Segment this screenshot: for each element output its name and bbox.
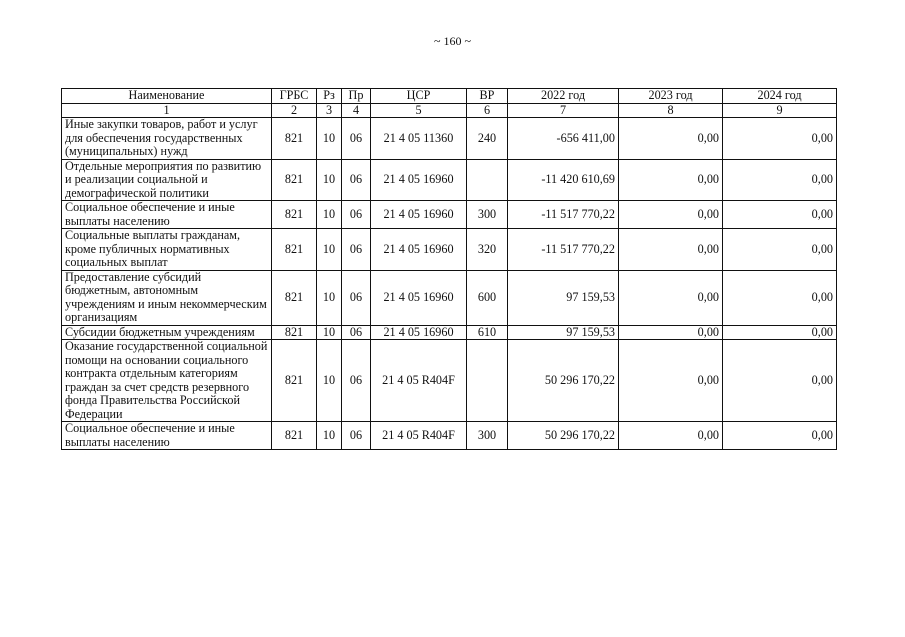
row-name: Социальные выплаты гражданам, кроме публичных нормативных социальных выплат (62, 229, 272, 271)
column-number: 2 (272, 103, 317, 118)
row-amount-2024: 0,00 (723, 159, 837, 201)
table-row (62, 340, 837, 422)
header-rz: Рз (317, 89, 342, 104)
row-amount-2023: 0,00 (619, 118, 723, 160)
row-amount-2024: 0,00 (723, 422, 837, 450)
row-rz: 10 (317, 229, 342, 271)
row-amount-2022: -656 411,00 (508, 118, 619, 160)
row-csr: 21 4 05 R404F (371, 422, 467, 450)
row-amount-2024: 0,00 (723, 201, 837, 229)
row-csr: 21 4 05 11360 (371, 118, 467, 160)
row-vr: 240 (467, 118, 508, 160)
row-grbs: 821 (272, 229, 317, 271)
table-row (62, 159, 837, 201)
row-vr: 300 (467, 422, 508, 450)
row-name: Предоставление субсидий бюджетным, автономным учреждениям и иным некоммерческим организациям (62, 270, 272, 325)
header-row (62, 89, 837, 104)
column-number: 3 (317, 103, 342, 118)
row-rz: 10 (317, 340, 342, 422)
row-pr: 06 (342, 229, 371, 271)
header-vr: ВР (467, 89, 508, 104)
row-csr: 21 4 05 16960 (371, 159, 467, 201)
row-amount-2023: 0,00 (619, 270, 723, 325)
row-amount-2024: 0,00 (723, 270, 837, 325)
row-rz: 10 (317, 118, 342, 160)
column-number: 7 (508, 103, 619, 118)
row-vr: 320 (467, 229, 508, 271)
row-amount-2022: -11 420 610,69 (508, 159, 619, 201)
column-number: 5 (371, 103, 467, 118)
row-amount-2023: 0,00 (619, 201, 723, 229)
row-csr: 21 4 05 16960 (371, 270, 467, 325)
column-number: 4 (342, 103, 371, 118)
row-csr: 21 4 05 16960 (371, 325, 467, 340)
row-amount-2023: 0,00 (619, 159, 723, 201)
row-name: Оказание государственной социальной помощи на основании социального контракта отдельным категориям граждан за счет средств резервного фонда Правительства Российской Федерации (62, 340, 272, 422)
row-grbs: 821 (272, 340, 317, 422)
row-amount-2023: 0,00 (619, 325, 723, 340)
row-csr: 21 4 05 16960 (371, 229, 467, 271)
row-rz: 10 (317, 422, 342, 450)
row-vr (467, 159, 508, 201)
table-row (62, 422, 837, 450)
row-name: Социальное обеспечение и иные выплаты населению (62, 422, 272, 450)
header-2023: 2023 год (619, 89, 723, 104)
header-pr: Пр (342, 89, 371, 104)
table-row (62, 201, 837, 229)
column-number: 1 (62, 103, 272, 118)
row-amount-2023: 0,00 (619, 229, 723, 271)
row-name: Иные закупки товаров, работ и услуг для обеспечения государственных (муниципальных) нужд (62, 118, 272, 160)
column-number-row (62, 103, 837, 118)
row-grbs: 821 (272, 270, 317, 325)
row-amount-2024: 0,00 (723, 340, 837, 422)
column-number: 8 (619, 103, 723, 118)
row-grbs: 821 (272, 325, 317, 340)
row-amount-2024: 0,00 (723, 229, 837, 271)
row-amount-2022: 97 159,53 (508, 325, 619, 340)
budget-table (61, 88, 837, 450)
row-pr: 06 (342, 270, 371, 325)
table-row (62, 270, 837, 325)
row-pr: 06 (342, 422, 371, 450)
row-rz: 10 (317, 159, 342, 201)
row-pr: 06 (342, 325, 371, 340)
row-rz: 10 (317, 325, 342, 340)
row-amount-2022: 97 159,53 (508, 270, 619, 325)
header-grbs: ГРБС (272, 89, 317, 104)
row-rz: 10 (317, 201, 342, 229)
row-pr: 06 (342, 118, 371, 160)
row-vr: 600 (467, 270, 508, 325)
column-number: 9 (723, 103, 837, 118)
row-amount-2023: 0,00 (619, 422, 723, 450)
header-2022: 2022 год (508, 89, 619, 104)
row-csr: 21 4 05 R404F (371, 340, 467, 422)
row-amount-2022: -11 517 770,22 (508, 229, 619, 271)
row-grbs: 821 (272, 201, 317, 229)
page-number: ~ 160 ~ (434, 34, 471, 48)
header-2024: 2024 год (723, 89, 837, 104)
row-amount-2024: 0,00 (723, 118, 837, 160)
row-csr: 21 4 05 16960 (371, 201, 467, 229)
row-amount-2022: 50 296 170,22 (508, 340, 619, 422)
row-grbs: 821 (272, 422, 317, 450)
row-rz: 10 (317, 270, 342, 325)
row-amount-2022: 50 296 170,22 (508, 422, 619, 450)
row-pr: 06 (342, 340, 371, 422)
row-grbs: 821 (272, 118, 317, 160)
row-pr: 06 (342, 201, 371, 229)
column-number: 6 (467, 103, 508, 118)
row-vr: 610 (467, 325, 508, 340)
header-name: Наименование (62, 89, 272, 104)
row-vr: 300 (467, 201, 508, 229)
row-name: Социальное обеспечение и иные выплаты населению (62, 201, 272, 229)
table-row (62, 325, 837, 340)
table-row (62, 229, 837, 271)
row-amount-2024: 0,00 (723, 325, 837, 340)
row-pr: 06 (342, 159, 371, 201)
header-csr: ЦСР (371, 89, 467, 104)
row-vr (467, 340, 508, 422)
row-name: Отдельные мероприятия по развитию и реализации социальной и демографической политики (62, 159, 272, 201)
row-grbs: 821 (272, 159, 317, 201)
table-row (62, 118, 837, 160)
row-amount-2023: 0,00 (619, 340, 723, 422)
row-name: Субсидии бюджетным учреждениям (62, 325, 272, 340)
row-amount-2022: -11 517 770,22 (508, 201, 619, 229)
